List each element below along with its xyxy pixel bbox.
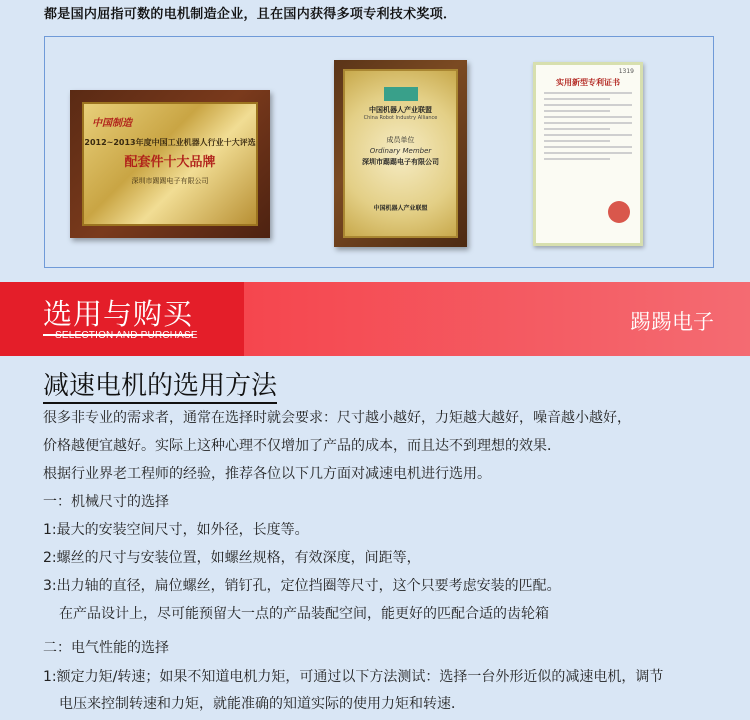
alliance-member-certificate (334, 60, 467, 247)
body-line: 1:最大的安装空间尺寸，如外径，长度等。 (43, 522, 309, 538)
body-line: 1:额定力矩/转速；如果不知道电机力矩，可通过以下方法测试：选择一台外形近似的减速电机，调节 (43, 669, 664, 685)
plaque-line3: 深圳市踢踢电子有限公司 (131, 177, 209, 185)
plaque-brand: 中国制造 (92, 118, 132, 129)
patent-title: 实用新型专利证书 (556, 78, 620, 87)
alliance-logo-icon (384, 87, 418, 101)
plaque-line1: 2012~2013年度中国工业机器人行业十大评选 (84, 138, 256, 147)
alliance-name-en: China Robot Industry Alliance (363, 115, 438, 121)
body-line: 很多非专业的需求者，通常在选择时就会要求：尺寸越小越好，力矩越大越好，噪音越小越好， (43, 410, 631, 426)
banner-title: 选用与购买 (43, 292, 193, 336)
body-line: 一：机械尺寸的选择 (43, 494, 169, 510)
alliance-name: 中国机器人产业联盟 (369, 106, 432, 114)
intro-text: 都是国内屈指可数的电机制造企业，且在国内获得多项专利技术奖项． (44, 7, 457, 22)
patent-number: 1319 (618, 68, 634, 75)
section-heading: 减速电机的选用方法 (43, 370, 277, 404)
award-plaque (70, 90, 270, 238)
alliance-footer: 中国机器人产业联盟 (373, 205, 428, 212)
body-line: 电压来控制转速和力矩，就能准确的知道实际的使用力矩和转速． (59, 696, 465, 712)
body-line: 在产品设计上，尽可能预留大一点的产品装配空间，能更好的匹配合适的齿轮箱 (59, 606, 549, 622)
member-title-en: Ordinary Member (369, 147, 432, 155)
official-seal-icon (608, 201, 630, 223)
member-title: 成员单位 (386, 136, 415, 144)
section-banner (0, 282, 750, 356)
banner-company: 踢踢电子 (630, 310, 714, 334)
banner-subtitle: SELECTION AND PURCHASE (55, 330, 198, 341)
certificate-gallery (44, 36, 714, 268)
body-line: 价格越便宜越好。实际上这种心理不仅增加了产品的成本，而且达不到理想的效果． (43, 438, 561, 454)
plaque-line2: 配套件十大品牌 (124, 155, 216, 170)
patent-certificate (533, 62, 643, 246)
body-line: 二：电气性能的选择 (43, 640, 169, 656)
body-line: 2:螺丝的尺寸与安装位置，如螺丝规格，有效深度，间距等， (43, 550, 421, 566)
member-company: 深圳市踢踢电子有限公司 (362, 158, 439, 166)
body-line: 根据行业界老工程师的经验，推荐各位以下几方面对减速电机进行选用。 (43, 466, 491, 482)
body-line: 3:出力轴的直径，扁位螺丝，销钉孔，定位挡圈等尺寸，这个只要考虑安装的匹配。 (43, 578, 561, 594)
